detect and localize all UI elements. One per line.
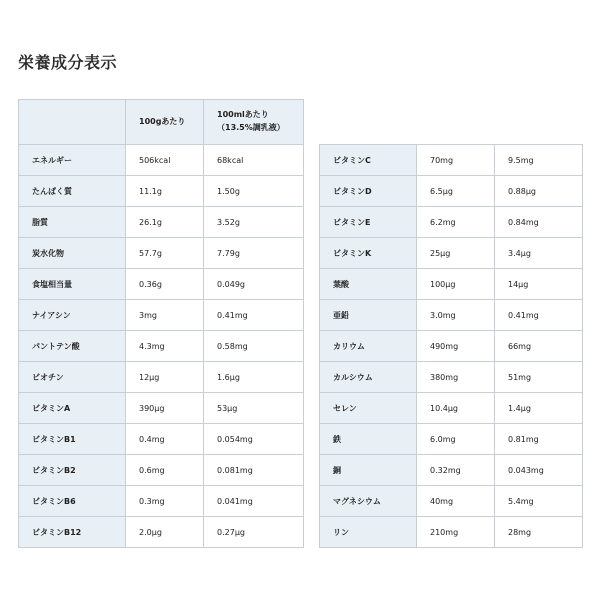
nutrition-table-left bbox=[18, 99, 304, 548]
header-cell-per-100g: 100gあたり bbox=[126, 100, 204, 145]
nutrient-name: 鉄 bbox=[320, 424, 417, 455]
value-per-100g: 100μg bbox=[417, 269, 495, 300]
nutrient-name: カルシウム bbox=[320, 362, 417, 393]
value-per-100g: 3.0mg bbox=[417, 300, 495, 331]
table-row bbox=[320, 176, 583, 207]
nutrient-name: 食塩相当量 bbox=[19, 269, 126, 300]
table-row bbox=[320, 424, 583, 455]
value-per-100g: 11.1g bbox=[126, 176, 204, 207]
nutrient-name: 炭水化物 bbox=[19, 238, 126, 269]
table-row bbox=[19, 517, 304, 548]
table-row bbox=[320, 517, 583, 548]
nutrient-name: 脂質 bbox=[19, 207, 126, 238]
value-per-100g: 0.6mg bbox=[126, 455, 204, 486]
table-row bbox=[19, 145, 304, 176]
value-per-100ml: 0.043mg bbox=[495, 455, 583, 486]
nutrition-table-right bbox=[319, 144, 583, 548]
table-row bbox=[320, 269, 583, 300]
nutrient-name: ビタミンB2 bbox=[19, 455, 126, 486]
value-per-100g: 6.2mg bbox=[417, 207, 495, 238]
value-per-100ml: 0.41mg bbox=[495, 300, 583, 331]
value-per-100g: 25μg bbox=[417, 238, 495, 269]
nutrient-name: リン bbox=[320, 517, 417, 548]
value-per-100g: 390μg bbox=[126, 393, 204, 424]
nutrient-name: ビタミンA bbox=[19, 393, 126, 424]
value-per-100ml: 14μg bbox=[495, 269, 583, 300]
value-per-100g: 12μg bbox=[126, 362, 204, 393]
nutrient-name: エネルギー bbox=[19, 145, 126, 176]
value-per-100g: 490mg bbox=[417, 331, 495, 362]
table-row bbox=[19, 238, 304, 269]
value-per-100ml: 1.50g bbox=[204, 176, 304, 207]
value-per-100ml: 0.049g bbox=[204, 269, 304, 300]
nutrient-name: セレン bbox=[320, 393, 417, 424]
table-row bbox=[320, 238, 583, 269]
value-per-100ml: 9.5mg bbox=[495, 145, 583, 176]
value-per-100ml: 1.4μg bbox=[495, 393, 583, 424]
value-per-100g: 10.4μg bbox=[417, 393, 495, 424]
table-row bbox=[19, 455, 304, 486]
table-row bbox=[19, 362, 304, 393]
value-per-100ml: 0.84mg bbox=[495, 207, 583, 238]
value-per-100ml: 0.081mg bbox=[204, 455, 304, 486]
value-per-100ml: 0.81mg bbox=[495, 424, 583, 455]
value-per-100ml: 28mg bbox=[495, 517, 583, 548]
nutrient-name: ビオチン bbox=[19, 362, 126, 393]
table-row bbox=[320, 300, 583, 331]
value-per-100ml: 0.27μg bbox=[204, 517, 304, 548]
table-row bbox=[19, 393, 304, 424]
value-per-100ml: 0.88μg bbox=[495, 176, 583, 207]
nutrient-name: 銅 bbox=[320, 455, 417, 486]
table-row bbox=[320, 455, 583, 486]
nutrient-name: マグネシウム bbox=[320, 486, 417, 517]
table-header-row bbox=[19, 100, 304, 145]
table-row bbox=[320, 486, 583, 517]
value-per-100g: 380mg bbox=[417, 362, 495, 393]
nutrient-name: ビタミンB6 bbox=[19, 486, 126, 517]
table-row bbox=[320, 362, 583, 393]
table-row bbox=[19, 176, 304, 207]
value-per-100ml: 1.6μg bbox=[204, 362, 304, 393]
value-per-100g: 0.3mg bbox=[126, 486, 204, 517]
page-title: 栄養成分表示 bbox=[18, 53, 118, 72]
value-per-100g: 26.1g bbox=[126, 207, 204, 238]
value-per-100ml: 3.4μg bbox=[495, 238, 583, 269]
value-per-100g: 3mg bbox=[126, 300, 204, 331]
header-cell-per-100ml: 100mlあたり （13.5%調乳液） bbox=[204, 100, 304, 145]
value-per-100ml: 3.52g bbox=[204, 207, 304, 238]
value-per-100g: 6.5μg bbox=[417, 176, 495, 207]
value-per-100g: 40mg bbox=[417, 486, 495, 517]
nutrient-name: ビタミンB1 bbox=[19, 424, 126, 455]
value-per-100ml: 5.4mg bbox=[495, 486, 583, 517]
value-per-100g: 70mg bbox=[417, 145, 495, 176]
value-per-100g: 6.0mg bbox=[417, 424, 495, 455]
nutrient-name: たんぱく質 bbox=[19, 176, 126, 207]
nutrient-name: ビタミンD bbox=[320, 176, 417, 207]
value-per-100g: 4.3mg bbox=[126, 331, 204, 362]
value-per-100ml: 0.054mg bbox=[204, 424, 304, 455]
table-row bbox=[19, 207, 304, 238]
value-per-100g: 57.7g bbox=[126, 238, 204, 269]
nutrient-name: ビタミンC bbox=[320, 145, 417, 176]
table-row bbox=[19, 331, 304, 362]
nutrient-name: 葉酸 bbox=[320, 269, 417, 300]
value-per-100g: 506kcal bbox=[126, 145, 204, 176]
value-per-100ml: 0.58mg bbox=[204, 331, 304, 362]
table-row bbox=[320, 207, 583, 238]
value-per-100g: 2.0μg bbox=[126, 517, 204, 548]
nutrient-name: ビタミンB12 bbox=[19, 517, 126, 548]
table-row bbox=[320, 145, 583, 176]
table-row bbox=[19, 424, 304, 455]
value-per-100g: 0.4mg bbox=[126, 424, 204, 455]
value-per-100g: 210mg bbox=[417, 517, 495, 548]
nutrient-name: ビタミンE bbox=[320, 207, 417, 238]
nutrient-name: カリウム bbox=[320, 331, 417, 362]
value-per-100ml: 51mg bbox=[495, 362, 583, 393]
value-per-100ml: 7.79g bbox=[204, 238, 304, 269]
table-row bbox=[19, 486, 304, 517]
header-cell-blank bbox=[19, 100, 126, 145]
table-row bbox=[320, 331, 583, 362]
value-per-100g: 0.36g bbox=[126, 269, 204, 300]
value-per-100ml: 68kcal bbox=[204, 145, 304, 176]
value-per-100ml: 53μg bbox=[204, 393, 304, 424]
value-per-100ml: 0.41mg bbox=[204, 300, 304, 331]
nutrient-name: ビタミンK bbox=[320, 238, 417, 269]
table-row bbox=[19, 269, 304, 300]
table-row bbox=[19, 300, 304, 331]
table-row bbox=[320, 393, 583, 424]
value-per-100ml: 0.041mg bbox=[204, 486, 304, 517]
value-per-100ml: 66mg bbox=[495, 331, 583, 362]
nutrient-name: ナイアシン bbox=[19, 300, 126, 331]
value-per-100g: 0.32mg bbox=[417, 455, 495, 486]
nutrient-name: 亜鉛 bbox=[320, 300, 417, 331]
nutrient-name: パントテン酸 bbox=[19, 331, 126, 362]
